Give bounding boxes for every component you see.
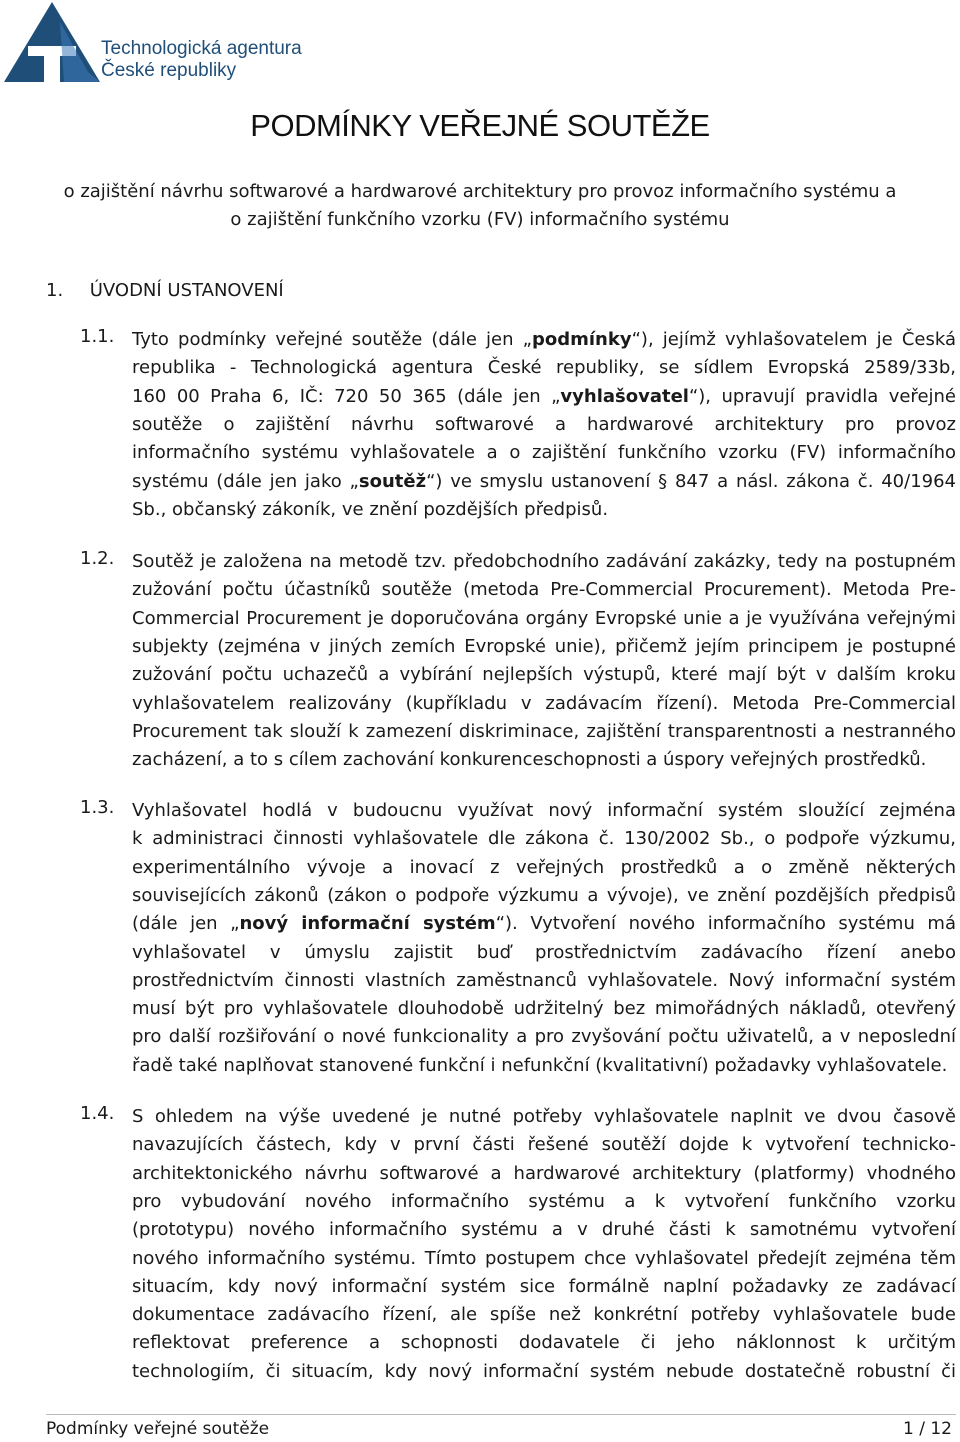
paragraph-line: zužování počtu uchazečů a vybírání nejlepších výstupů, které mají být v dalším kroku — [132, 664, 956, 686]
paragraph-line: k administraci činnosti vyhlašovatele dle zákona č. 130/2002 Sb., o podpoře výzkumu, — [132, 828, 956, 850]
paragraph-line: vyhlašovatel v úmyslu zajistit buď prostřednictvím zadávacího řízení anebo — [132, 941, 956, 963]
logo-line-1: Technologická agentura — [101, 38, 302, 59]
paragraph-line: zacházení, a to s cílem zachování konkurenceschopnosti a úspory veřejných prostředků. — [132, 749, 927, 771]
paragraph-number: 1.1. — [80, 326, 115, 347]
paragraph-line: Sb., občanský zákoník, ve znění pozdějších předpisů. — [132, 498, 609, 520]
paragraph-line: architektonického návrhu softwarové a hardwarové architektury (platformy) vhodného — [132, 1162, 956, 1184]
section-title: ÚVODNÍ USTANOVENÍ — [89, 280, 284, 301]
paragraph-line: informačního systému vyhlašovatele a o zajištění funkčního vzorku (FV) informačního — [132, 442, 956, 464]
paragraph-line: vyhlašovatelem realizovány (kupříkladu v zadávacím řízení). Metoda Pre-Commercial — [132, 692, 956, 714]
paragraph-line: reflektovat preference a schopnosti dodavatele či jeho náklonnost k určitým — [132, 1332, 956, 1354]
section-heading — [46, 280, 284, 301]
paragraph-line: S ohledem na výše uvedené je nutné potřeby vyhlašovatele naplnit ve dvou časově — [132, 1106, 956, 1127]
paragraph-line: 160 00 Praha 6, IČ: 720 50 365 (dále jen „vyhlašovatel“), upravují pravidla veřejné — [132, 385, 956, 407]
subtitle-line: o zajištění návrhu softwarové a hardwarové architektury pro provoz informačního systému a — [63, 181, 897, 202]
paragraph-line: Soutěž je založena na metodě tzv. předobchodního zadávání zakázky, tedy na postupném — [132, 551, 956, 572]
paragraph-line: nového informačního systému. Tímto postupem chce vyhlašovatel předejít zejména těm — [132, 1247, 956, 1269]
paragraph-line: prostřednictvím činnosti vlastních zaměstnanců vyhlašovatele. Nový informační systém — [132, 969, 956, 991]
agency-logo[interactable] — [4, 2, 304, 84]
paragraph-number: 1.3. — [80, 797, 115, 818]
paragraph-line: situacím, kdy nový informační systém sice formálně naplní požadavky ze zadávací — [132, 1275, 956, 1297]
paragraph-line: Tyto podmínky veřejné soutěže (dále jen „podmínky“), jejímž vyhlašovatelem je Česká — [132, 329, 957, 350]
paragraph-line: řadě také naplňovat stanovené funkční i nefunkční (kvalitativní) požadavky vyhlašovatele. — [132, 1054, 948, 1076]
paragraph-line: zužování počtu účastníků soutěže (metoda Pre-Commercial Procurement). Metoda Pre- — [132, 579, 956, 601]
paragraph-number: 1.4. — [80, 1103, 115, 1124]
paragraph-line: experimentálního vývoje a inovací z veřejných prostředků a o změně některých — [132, 856, 956, 878]
paragraph-line: systému (dále jen jako „soutěž“) ve smyslu ustanovení § 847 a násl. zákona č. 40/1964 — [132, 470, 956, 492]
logo-wordmark — [101, 38, 302, 82]
paragraph-line: navazujících částech, kdy v první části řešené soutěží dojde k vytvoření technicko- — [132, 1134, 956, 1156]
paragraph-line: pro vybudování nového informačního systému a k vytvoření funkčního vzorku — [132, 1190, 956, 1212]
paragraph-line: republika - Technologická agentura České republiky, se sídlem Evropská 2589/33b, — [132, 357, 956, 379]
paragraph-line: technologiím, či situacím, kdy nový informační systém nebude dostatečně robustní či — [132, 1360, 956, 1382]
paragraph-line: Vyhlašovatel hodlá v budoucnu využívat nový informační systém sloužící zejména — [132, 800, 956, 821]
document-subtitle — [0, 178, 960, 234]
footer-document-name: Podmínky veřejné soutěže — [46, 1419, 270, 1439]
paragraph-line: subjekty (zejména v jiných zemích Evropské unie), přičemž jejím principem je postupné — [132, 635, 956, 657]
footer-page-number: 1 / 12 — [903, 1419, 952, 1439]
paragraph-line: dokumentace zadávacího řízení, ale spíše než konkrétní potřeby vyhlašovatele bude — [132, 1304, 956, 1326]
logo-triangle-icon — [4, 2, 100, 84]
paragraph-line: musí být pro vyhlašovatele dlouhodobě udržitelný bez mimořádných nákladů, otevřený — [132, 998, 956, 1020]
paragraph-line: souvisejících zákonů (zákon o podpoře výzkumu a vývoje), ve znění pozdějších předpisů — [132, 884, 956, 906]
paragraph-line: soutěže o zajištění návrhu softwarové a hardwarové architektury pro provoz — [132, 413, 956, 435]
paragraph-line: Procurement tak slouží k zamezení diskriminace, zajištění transparentnosti a nestranného — [132, 720, 956, 742]
paragraph-line: (dále jen „nový informační systém“). Vytvoření nového informačního systému má — [132, 913, 956, 935]
paragraph-number: 1.2. — [80, 548, 115, 569]
subtitle-line: o zajištění funkčního vzorku (FV) informačního systému — [230, 209, 730, 230]
section-number: 1. — [46, 280, 64, 301]
paragraph-line: pro další rozšiřování o nové funkcionality a pro zvyšování počtu uživatelů, a v neposlední — [132, 1026, 956, 1048]
logo-line-2: České republiky — [101, 60, 237, 81]
paragraph-line: Commercial Procurement je doporučována orgány Evropské unie a je využívána veřejnými — [132, 607, 956, 629]
document-title: PODMÍNKY VEŘEJNÉ SOUTĚŽE — [250, 108, 710, 143]
footer-divider — [46, 1414, 956, 1415]
paragraph-line: (prototypu) nového informačního systému a v druhé části k samotnému vytvoření — [132, 1219, 956, 1241]
